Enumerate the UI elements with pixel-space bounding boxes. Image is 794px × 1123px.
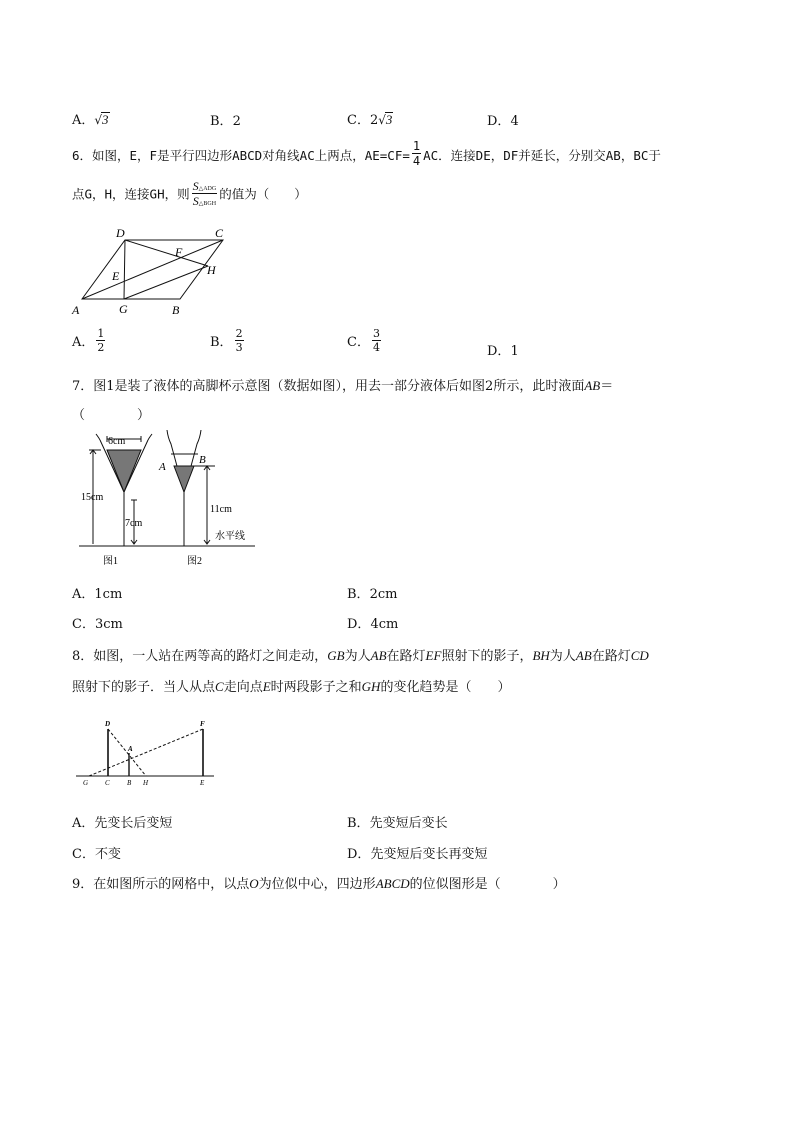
- q6-option-d[interactable]: [487, 340, 519, 359]
- text-q8-figure_labels-C: C: [105, 779, 110, 787]
- sqrt-sign: √: [378, 113, 386, 127]
- text-q8-line2-d: 的变化趋势是（ ）: [380, 680, 511, 695]
- text-q7-options-1-letter: B．: [347, 587, 370, 602]
- q5-option-c[interactable]: [347, 109, 393, 128]
- q9-stem: [72, 873, 566, 892]
- text-q6-options-1-den: 3: [235, 341, 243, 354]
- text-q5-options-1-letter: B．: [210, 114, 233, 129]
- label-b: B: [199, 454, 206, 466]
- q8-option-c[interactable]: [72, 843, 121, 862]
- text-q6-options-2-letter: C．: [347, 335, 370, 350]
- text-q6-frac_den: 4: [412, 154, 421, 168]
- text-q9-c: 的位似图形是（ ）: [409, 877, 566, 892]
- ray-fg: [89, 729, 203, 776]
- text-q8-line2-c: 时两段影子之和: [270, 680, 362, 695]
- text-q8-figure_labels-A: A: [128, 745, 133, 753]
- text-q9-ABCD: ABCD: [375, 876, 410, 891]
- text-q8-options-0-value: 先变长后变短: [94, 816, 173, 831]
- text-q8-options-0-letter: A．: [72, 816, 95, 831]
- text-q6-options-1-num: 2: [235, 327, 243, 340]
- text-q5-options-2-letter: C．: [347, 113, 370, 128]
- text-q8-line1-AB: AB: [370, 648, 387, 663]
- q8-stem-line2: [72, 676, 510, 695]
- q8-streetlight-figure: [72, 715, 222, 790]
- text-q7-blank: （ ）: [72, 408, 151, 423]
- text-q9-a: 9．在如图所示的网格中，以点: [72, 877, 250, 892]
- text-q6-options-1-letter: B．: [210, 335, 233, 350]
- text-q8-line1-a: 8．如图，一人站在两等高的路灯之间走动，: [72, 649, 328, 664]
- q8-option-d[interactable]: [347, 843, 487, 862]
- text-q8-line2-a: 照射下的影子．当人从点: [72, 680, 216, 695]
- text-q8-line2-C: C: [215, 679, 224, 694]
- label-g: G: [119, 302, 128, 316]
- text-q6-ratio_den_S: S: [192, 194, 199, 208]
- label-horizon: 水平线: [215, 531, 245, 542]
- text-q6-frac_num: 1: [412, 139, 421, 153]
- text-q6-ratio_den_sub: △BGH: [198, 201, 217, 207]
- text-q7-options-1-value: 2cm: [369, 587, 398, 602]
- text-q8-line2-b: 走向点: [223, 680, 263, 695]
- q7-option-b[interactable]: [347, 583, 397, 602]
- text-q8-figure_labels-G: G: [83, 779, 89, 787]
- q7-option-d[interactable]: [347, 613, 398, 632]
- label-6cm: 6cm: [108, 436, 126, 447]
- q6-option-c[interactable]: [347, 328, 383, 353]
- text-q8-figure_labels-H: H: [143, 779, 149, 787]
- label-h: H: [207, 263, 216, 277]
- text-q6-ratio_num_S: S: [192, 179, 199, 193]
- text-q8-options-2-value: 不变: [94, 847, 121, 862]
- text-q6-options-0-letter: A．: [72, 335, 95, 350]
- label-7cm: 7cm: [125, 518, 143, 529]
- text-q5-options-3-letter: D．: [487, 114, 511, 129]
- text-q8-figure_labels-D: D: [105, 720, 111, 728]
- q6-option-b[interactable]: [210, 328, 246, 353]
- text-q7-eq: ＝: [600, 379, 614, 394]
- q5-option-d[interactable]: [487, 110, 519, 129]
- text-q5-options-3-value: 4: [510, 114, 519, 129]
- text-q6-options-3-value: 1: [510, 344, 519, 359]
- text-q8-line1-CD: CD: [630, 648, 649, 663]
- text-q9-O: O: [249, 876, 259, 891]
- text-q6-options-0-den: 2: [97, 341, 105, 354]
- text-q8-figure_labels-B: B: [127, 779, 132, 787]
- label-b: B: [172, 303, 180, 317]
- text-q8-line1-f: 在路灯: [591, 649, 631, 664]
- label-a: A: [159, 461, 166, 473]
- text-q8-line1-b: 为人: [344, 649, 371, 664]
- q7-stem-line1: [72, 375, 613, 394]
- q8-option-a[interactable]: [72, 812, 172, 831]
- label-fig1: 图1: [103, 556, 118, 567]
- q7-option-a[interactable]: [72, 583, 122, 602]
- text-q8-figure_labels-E: E: [200, 779, 205, 787]
- text-q8-line1-EF: EF: [425, 648, 442, 663]
- text-q5-options-0-letter: A．: [72, 113, 95, 128]
- label-11cm: 11cm: [210, 504, 232, 515]
- q5-a-radicand: 3: [102, 112, 109, 127]
- q6-stem-line1: [72, 139, 661, 168]
- text-q7-options-0-value: 1cm: [94, 587, 123, 602]
- q6-option-a[interactable]: [72, 328, 107, 353]
- text-q9-b: 为位似中心，四边形: [258, 877, 376, 892]
- q5-option-b[interactable]: [210, 110, 241, 129]
- text-q6-text_4: 的值为（ ）: [219, 186, 307, 202]
- text-q5-options-2-value: 2: [369, 113, 379, 128]
- text-q8-options-3-value: 先变短后变长再变短: [370, 847, 488, 862]
- text-q7-options-3-value: 4cm: [370, 617, 399, 632]
- text-q6-options-2-num: 3: [372, 327, 380, 340]
- q6-area-ratio: [192, 180, 218, 207]
- text-q8-line1-BH: BH: [532, 648, 550, 663]
- label-15cm: 15cm: [81, 492, 104, 503]
- label-a: A: [72, 303, 80, 317]
- q6-fraction: [412, 140, 421, 167]
- text-q8-options-3-letter: D．: [347, 847, 371, 862]
- line-dh: [125, 240, 208, 266]
- text-q6-options-3-letter: D．: [487, 344, 511, 359]
- text-q8-line1-e: 为人: [549, 649, 576, 664]
- label-e: E: [112, 269, 120, 283]
- q7-answer-blank: [72, 404, 150, 423]
- text-q6-options-2-den: 4: [372, 341, 380, 354]
- sqrt-sign: √: [94, 113, 103, 127]
- text-q7-options-2-value: 3cm: [94, 617, 123, 632]
- text-q8-line2-GH: GH: [361, 679, 381, 694]
- q7-goblet-figure: [75, 430, 265, 570]
- text-q7-options-2-letter: C．: [72, 617, 95, 632]
- text-q8-options-2-letter: C．: [72, 847, 95, 862]
- text-q6-text_3: 点G，H，连接GH，则: [72, 186, 190, 202]
- q7-option-c[interactable]: [72, 613, 123, 632]
- label-fig2: 图2: [187, 556, 202, 567]
- text-q7-ab: AB: [584, 378, 601, 393]
- text-q8-options-1-value: 先变短后变长: [369, 816, 448, 831]
- text-q8-line2-E: E: [262, 679, 271, 694]
- text-q7-options-0-letter: A．: [72, 587, 95, 602]
- text-q5-options-2-radical_value: 3: [385, 112, 393, 127]
- text-q8-line1-AB2: AB: [575, 648, 592, 663]
- text-q5-options-1-value: 2: [232, 114, 241, 129]
- ray-dh: [108, 729, 146, 776]
- text-q8-line1-c: 在路灯: [386, 649, 426, 664]
- label-f: F: [175, 245, 183, 259]
- text-q6-ratio_num_sub: △ADG: [198, 186, 217, 192]
- text-q6-text_2: AC．连接DE，DF并延长，分别交AB，BC于: [423, 148, 661, 163]
- label-d: D: [116, 226, 125, 240]
- line-dg: [124, 240, 125, 299]
- text-q7-text_1: 7．图1是装了液体的高脚杯示意图（数据如图），用去一部分液体后如图2所示，此时液面: [72, 379, 585, 394]
- text-q7-options-3-letter: D．: [347, 617, 371, 632]
- line-gh: [124, 266, 208, 299]
- text-q6-options-0-num: 1: [97, 327, 105, 340]
- text-q6-text_1: 6．如图，E，F是平行四边形ABCD对角线AC上两点，AE=CF=: [72, 148, 410, 163]
- label-c: C: [215, 226, 224, 240]
- q5-option-a[interactable]: [72, 109, 110, 128]
- q8-option-b[interactable]: [347, 812, 448, 831]
- text-q8-options-1-letter: B．: [347, 816, 370, 831]
- q8-stem-line1: [72, 645, 649, 664]
- text-q8-line1-d: 照射下的影子，: [441, 649, 533, 664]
- q6-parallelogram-figure: [68, 222, 238, 318]
- text-q8-figure_labels-F: F: [200, 720, 205, 728]
- text-q8-line1-GB: GB: [327, 648, 345, 663]
- q6-stem-line2: [72, 180, 307, 207]
